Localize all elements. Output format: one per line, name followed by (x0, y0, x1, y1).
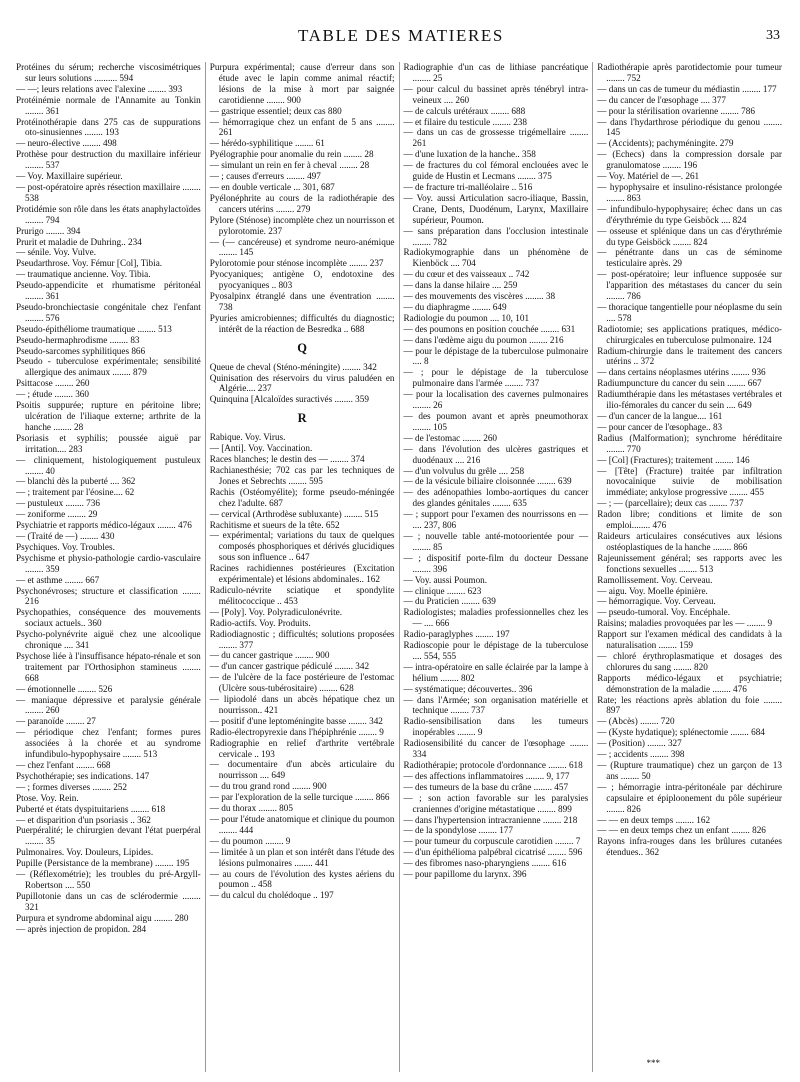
index-entry: Radon libre; conditions et limite de son emploi........ 476 (597, 509, 782, 531)
index-entry: — chez l'enfant ........ 668 (16, 760, 111, 770)
index-entry: — ; dispositif porte-film du docteur Dessane ........ 396 (403, 552, 589, 574)
index-entry: — des mouvements des viscères ........ 38 (403, 291, 556, 302)
index-entry: Psittacose ........ 260 (16, 378, 90, 389)
index-entry: Pylore (Sténose) incomplète chez un nourrisson et pylorotomie. 237 (209, 214, 395, 236)
index-entry: Pseudo-sarcomes syphilitiques 866 (16, 345, 146, 356)
index-entry: Radiothérapie après parotidectomie pour tumeur ........ 752 (597, 62, 782, 83)
index-entry: Radio-électropyrexie dans l'hépiphrénie ........ 9 (209, 726, 384, 737)
index-entry: Pupille (Persistance de la membrane) ........ 195 (16, 858, 190, 869)
index-entry: — dans un cas de grossesse trigémellaire ........ 261 (403, 127, 589, 149)
index-entry: — thoracique tangentielle pour néoplasme du sein .... 578 (597, 301, 782, 323)
index-entry: — clinique ........ 623 (403, 585, 482, 596)
index-entry: — du cancer gastrique ........ 900 (209, 650, 330, 661)
index-entry: — du calcul du cholédoque .. 197 (209, 890, 334, 901)
index-entry: — des fibromes naso-pharyngiens ........ 616 (403, 858, 567, 869)
index-entry: — dans un cas de tumeur du médiastin ........ 177 (597, 83, 777, 94)
index-entry: Radium-chirurgie dans le traitement des cancers utérins .. 372 (597, 345, 782, 367)
index-entry: — hérédo-syphilitique ........ 61 (209, 138, 325, 149)
index-entry: Puberté et états dyspituitariens ........ 618 (16, 803, 166, 814)
index-entry: — et filaire du testicule ........ 238 (403, 116, 527, 127)
index-entry: Psychiques. Voy. Troubles. (16, 541, 115, 552)
index-entry: — de l'ulcère de la face postérieure de l'estomac (Ulcère sous-tubérositaire) ........ 628 (209, 672, 395, 694)
index-entry: — pour papillome du larynx. 396 (403, 869, 527, 880)
index-entry: — Voy. Maxillaire supérieur. (16, 171, 123, 182)
index-entry: — d'une luxation de la hanche.. 358 (403, 149, 536, 160)
index-entry: Prothèse pour destruction du maxillaire inférieur ........ 537 (16, 149, 201, 171)
index-column-3 (399, 62, 593, 1072)
index-entry: Radiographie en relief d'arthrite vertébrale cervicale .. 193 (209, 737, 395, 759)
index-entry: Pyosalpinx étranglé dans une éventration ........ 738 (209, 291, 395, 312)
index-entry: — d'un épithélioma palpébral cicatrisé ........ 596 (403, 847, 583, 858)
index-entry: Pyélographie pour anomalie du rein ........ 28 (209, 149, 374, 160)
index-entry: — dans l'évolution des ulcères gastriques et duodénaux .... 216 (403, 443, 589, 465)
index-entry: Quinisation des réservoirs du virus paludéen en Algérie.... 237 (209, 372, 395, 394)
index-entry: Purpura et syndrome abdominal aigu ........ 280 (16, 912, 189, 923)
index-entry: — traumatique ancienne. Voy. Tibia. (16, 269, 151, 280)
index-entry: — des affections inflammatoires ........ 9, 177 (403, 770, 570, 781)
index-entry: Radiokymographie dans un phénomène de Kienböck .... 704 (403, 247, 589, 269)
index-entry: Protéinémie normale de l'Annamite au Tonkin ........ 361 (16, 94, 201, 116)
index-entry: Protéinothérapie dans 275 cas de suppurations oto-sinusiennes ........ 193 (16, 116, 201, 138)
index-entry: Radius (Malformation); synchrome héréditaire ........ 770 (597, 432, 782, 454)
index-entry: — pour tumeur du corpuscule carotidien ........ 7 (403, 836, 581, 847)
index-entry: — [Poly]. Voy. Polyradiculonévrite. (209, 606, 343, 617)
index-entry: — pseudo-tumoral. Voy. Encéphale. (597, 607, 731, 618)
index-entry: — [Tête] (Fracture) traitée par infiltration novocaïnique suivie de mobilisation immédiate; ankylose progressive ........ 455 (597, 465, 782, 498)
index-entry: — (Kyste hydatique); splénectomie ........ 684 (597, 727, 765, 738)
index-entry: — après injection de propidon. 284 (16, 923, 147, 934)
index-entry: — paranoïde ........ 27 (16, 716, 96, 727)
index-entry: — post-opératoire; leur influence supposée sur l'apparition des métastases du cancer du sein ........ 786 (597, 269, 782, 302)
index-entry: Radiumpuncture du cancer du sein ........ 667 (597, 378, 762, 389)
index-entry: — des tumeurs de la base du crâne ........ 457 (403, 781, 569, 792)
index-entry: — d'un cancer de la langue.... 161 (597, 411, 723, 421)
index-entry: — pour l'étude anatomique et clinique du poumon ........ 444 (209, 814, 395, 835)
index-entry: Rapport sur l'examen médical des candidats à la naturalisation ........ 159 (597, 629, 782, 651)
index-entry: — dans l'Armée; son organisation matérielle et technique ........ 737 (403, 694, 589, 716)
index-entry: Psychisme et physio-pathologie cardio-vasculaire ........ 359 (16, 552, 201, 574)
index-entry: — et disparition d'un psoriasis .. 362 (16, 814, 151, 825)
index-column-1 (16, 62, 205, 1072)
index-entry: — cliniquement, histologiquement pustuleux ........ 40 (16, 454, 201, 476)
index-entry: — du Praticien ........ 639 (403, 596, 496, 607)
index-entry: Prurigo ........ 394 (16, 225, 81, 236)
index-entry: — sans préparation dans l'occlusion intestinale ........ 782 (403, 225, 589, 247)
index-entry: — Voy. aussi Articulation sacro-iliaque, Bassin, Crane, Dents, Duodénum, Larynx, Maxillaire supérieur, Poumon. (403, 192, 589, 225)
index-entry: Racines rachidiennes postérieures (Excitation expérimentale) et lésions abdominales.. 162 (209, 563, 395, 585)
index-entry: Psycho-polynévrite aiguë chez une alcoolique chronique .... 341 (16, 629, 201, 651)
index-entry: Races blanches; le destin des — ........ 374 (209, 454, 365, 465)
index-entry: — [Anti]. Voy. Vaccination. (209, 443, 313, 454)
index-entry: — (Rupture traumatique) chez un garçon de 13 ans ........ 50 (597, 760, 782, 781)
section-letter: Q (297, 340, 307, 355)
index-entry: — de la vésicule biliaire cloisonnée ........ 639 (403, 476, 572, 487)
index-entry: — ; accidents ........ 398 (597, 749, 685, 760)
index-entry: Rabique. Voy. Virus. (209, 432, 286, 443)
index-entry: — (Réflexométrie); les troubles du pré-Argyll-Robertson .... 550 (16, 869, 201, 890)
index-entry: — (Echecs) dans la compression dorsale par granulomatose ........ 196 (597, 149, 782, 171)
index-entry: Pylorotomie pour sténose incomplète ........ 237 (209, 258, 384, 269)
index-entry: Psoitis suppurée; rupture en péritoine libre; ulcération de l'iliaque externe; arthrite de la hanche ........ 28 (16, 400, 201, 432)
index-entry: Rachianesthésie; 702 cas par les techniques de Jones et Sebrechts ........ 595 (209, 465, 395, 486)
index-entry: — ; — (parcellaire); deux cas ........ 737 (597, 498, 744, 509)
index-entry: — aigu. Voy. Moelle épinière. (597, 585, 708, 596)
index-entry: — (Position) ........ 327 (597, 738, 682, 749)
index-entry: Pupillotonie dans un cas de sclérodermie ........ 321 (16, 890, 201, 912)
index-entry: Psychopathies, conséquence des mouvements sociaux actuels.. 360 (16, 607, 201, 629)
index-entry: — (Abcès) ........ 720 (597, 716, 675, 727)
index-entry: Radiologie du poumon .... 10, 101 (403, 312, 530, 323)
index-entry: — dans la danse hilaire .... 259 (403, 280, 518, 291)
page-title: TABLE DES MATIERES (298, 26, 504, 45)
index-entry: — périodique chez l'enfant; formes pures associées à la chorée et au syndrome infundibulo-hypophysaire ........ 513 (16, 727, 201, 760)
index-entry: — (— cancéreuse) et syndrome neuro-anémique ........ 145 (209, 236, 395, 258)
index-entry: — pustuleux ........ 736 (16, 498, 100, 509)
index-entry: — intra-opératoire en salle éclairée par la lampe à hélium ........ 802 (403, 661, 589, 683)
index-entry: — du poumon ........ 9 (209, 835, 291, 846)
index-entry: Rajeunissement général; ses rapports avec les fonctions sexuelles ........ 513 (597, 552, 782, 574)
index-entry: — zoniforme ........ 29 (16, 509, 98, 520)
index-entry: Psoriasis et syphilis; poussée aiguë par irritation.... 283 (16, 432, 201, 454)
index-entry: — du diaphragme ........ 649 (403, 301, 507, 312)
index-entry: — d'un cancer gastrique pédiculé ........ 342 (209, 661, 370, 672)
index-entry: — neuro-élective ........ 498 (16, 138, 117, 149)
index-entry: Pyélonéphrite au cours de la radiothérapie des cancers utérins ........ 279 (209, 192, 395, 214)
index-entry: Psychiatrie et rapports médico-légaux ........ 476 (16, 520, 192, 531)
index-entry: — documentaire d'un abcès articulaire du nourrisson .... 649 (209, 759, 395, 781)
index-entry: — osseuse et splénique dans un cas d'érythrémie du type Geisböck ........ 824 (597, 225, 782, 247)
index-entry: — ; formes diverses ........ 252 (16, 781, 127, 792)
index-entry: Prurit et maladie de Duhring.. 234 (16, 236, 142, 247)
index-entry: — dans l'œdème aigu du poumon ........ 216 (403, 334, 564, 345)
index-entry: — —; leurs relations avec l'alexine ........ 393 (16, 83, 183, 94)
index-entry: Pseudo-hermaphrodisme ........ 83 (16, 334, 140, 345)
index-entry: — ; hémorragie intra-péritonéale par déchirure capsulaire et épiploonement du pôle supérieur ........ 826 (597, 781, 782, 814)
index-entry: — positif d'une leptoméningite basse ........ 342 (209, 715, 383, 726)
index-entry: — ; étude ........ 360 (16, 389, 89, 400)
index-columns (16, 62, 786, 1072)
index-entry: — de fractures du col fémoral enclouées avec le guide de Hustin et Lecmans ........ 375 (403, 160, 589, 182)
index-entry: — [Col] (Fractures); traitement ........ 146 (597, 454, 750, 465)
index-column-2 (205, 62, 399, 1072)
index-entry: Puerpéralité; le chirurgien devant l'état puerpéral ........ 35 (16, 825, 201, 847)
index-entry: Pseudo-bronchiectasie congénitale chez l'enfant ........ 576 (16, 301, 201, 323)
index-entry: Pseudo-épithéliome traumatique ........ 513 (16, 323, 172, 334)
index-entry: Radio-actifs. Voy. Produits. (209, 617, 311, 628)
index-entry: Psychothérapie; ses indications. 147 (16, 770, 150, 781)
index-entry: — en double verticale ... 301, 687 (209, 181, 335, 192)
index-entry: — infundibulo-hypophysaire; échec dans un cas d'érythrémie du type Geisböck .... 824 (597, 203, 782, 225)
section-letter: R (297, 411, 307, 426)
index-entry: — de la spondylose ........ 177 (403, 825, 513, 836)
index-entry: — par l'exploration de la selle turcique ........ 866 (209, 792, 390, 803)
page-number: 33 (766, 28, 780, 43)
index-entry: Protéines du sérum; recherche viscosimétriques sur leurs solutions .......... 594 (16, 62, 201, 83)
index-entry: Pseudo-appendicite et rhumatisme péritonéal ........ 361 (16, 280, 201, 302)
index-entry: Protidémie son rôle dans les états anaphylactoïdes ........ 794 (16, 203, 201, 225)
index-entry: Radiculo-névrite sciatique et spondylite mélitococcique .. 453 (209, 584, 395, 606)
index-entry: — ; causes d'erreurs ........ 497 (209, 171, 321, 182)
index-entry: — blanchi dès la puberté .... 362 (16, 476, 136, 487)
index-entry: — ; nouvelle table anté-motoorientée pour — ........ 85 (403, 530, 589, 552)
index-entry: Radiotomie; ses applications pratiques, médico-chirurgicales en tuberculose pulmonaire. 124 (597, 323, 782, 345)
index-entry: — cervical (Arthrodèse subluxante) ........ 515 (209, 508, 379, 519)
index-entry: Ramollissement. Voy. Cerveau. (597, 574, 713, 585)
index-entry: Radiumthérapie dans les métastases vertébrales et ilio-fémorales du cancer du sein .... 649 (597, 389, 782, 411)
page-header (16, 26, 786, 48)
index-entry: — de fracture tri-malléolaire .. 516 (403, 181, 533, 192)
index-entry: — émotionnelle ........ 526 (16, 683, 113, 694)
index-entry: Psychonévroses; structure et classification ........ 216 (16, 585, 201, 607)
index-column-4 (592, 62, 786, 1072)
index-entry: Pyuries amicrobiennes; difficultés du diagnostic; intérêt de la réaction de Besredka .. 688 (209, 312, 395, 334)
index-entry: Rachitisme et sueurs de la tête. 652 (209, 519, 340, 530)
index-entry: — ; support pour l'examen des nourrissons en — .... 237, 806 (403, 509, 589, 531)
index-entry: — ; son action favorable sur les paralysies craniennes d'origine métastatique ........ 899 (403, 792, 589, 814)
index-entry: — pénétrante dans un cas de séminome testiculaire après. 29 (597, 247, 782, 269)
index-entry: — sénile. Voy. Vulve. (16, 247, 97, 258)
index-entry: — ; pour le dépistage de la tuberculose pulmonaire dans l'armée ........ 737 (403, 367, 589, 389)
index-entry: — des poumon avant et après pneumothorax ........ 105 (403, 411, 589, 432)
index-entry: — du trou grand rond ........ 900 (209, 781, 327, 792)
index-entry: Raideurs articulaires consécutives aux lésions ostéoplastiques de la hanche ........ 866 (597, 530, 782, 552)
index-entry: — Voy. Matériel de —. 261 (597, 171, 700, 182)
index-entry: — dans certains néoplasmes utérins ........ 936 (597, 367, 766, 378)
index-entry: — maniaque dépressive et paralysie générale ........ 260 (16, 694, 201, 716)
index-entry: — (Traité de —) ........ 430 (16, 530, 115, 541)
index-entry: — pour cancer de l'œsophage.. 83 (597, 421, 723, 432)
index-entry: — systématique; découvertes.. 396 (403, 683, 533, 694)
index-entry: Queue de cheval (Sténo-méningite) ........ 342 (209, 361, 377, 372)
index-entry: — expérimental; variations du taux de quelques composés phosphoriques et dérivés glucidiques sous son influence .. 647 (209, 530, 395, 563)
index-entry: — de l'estomac ........ 260 (403, 432, 498, 443)
index-entry: — d'un volvulus du grêle .... 258 (403, 465, 525, 476)
index-entry: — dans l'hypertension intracranienne ........ 218 (403, 814, 578, 825)
index-entry: — hémorragique chez un enfant de 5 ans ........ 261 (209, 116, 395, 138)
index-entry: — — en deux temps ........ 162 (597, 814, 711, 825)
index-entry: — dans l'hydarthrose périodique du genou ........ 145 (597, 116, 782, 138)
index-entry: — post-opératoire après résection maxillaire ........ 538 (16, 181, 201, 203)
index-entry: Pseudarthrose. Voy. Fémur [Col], Tibia. (16, 258, 163, 269)
index-entry: — des poumons en position couchée ........ 631 (403, 323, 576, 334)
index-entry: — pour la stérilisation ovarienne ........ 786 (597, 105, 755, 116)
index-entry: — — en deux temps chez un enfant ........ 826 (597, 825, 766, 836)
index-entry: — hémorragique. Voy. Cerveau. (597, 596, 716, 607)
index-entry: Rapports médico-légaux et psychiatrie; démonstration de la maladie ........ 476 (597, 672, 782, 694)
index-entry: Radiothérapie; protocole d'ordonnance ........ 618 (403, 760, 583, 770)
index-entry: Radio-paraglyphes ........ 197 (403, 629, 510, 640)
index-entry: Pyocyaniques; antigène O, endotoxine des pyocyaniques .. 803 (209, 269, 395, 291)
index-entry: — et asthme ........ 667 (16, 574, 100, 585)
index-entry: Rate; les réactions après ablation du foie ........ 897 (597, 694, 782, 716)
index-entry: Radiosensibilité du cancer de l'œsophage ........ 334 (403, 738, 589, 760)
index-entry: Psychose liée à l'insuffisance hépato-rénale et son traitement par l'Orthosiphon stamineus ........ 668 (16, 650, 201, 683)
index-entry: — pour la localisation des cavernes pulmonaires ........ 26 (403, 389, 589, 411)
index-entry: — lipiodolé dans un abcès hépatique chez un nourrisson.. 421 (209, 694, 395, 715)
index-entry: Quinquina [Alcaloïdes suractivés ........ 359 (209, 394, 369, 405)
index-entry: — du cancer de l'œsophage .... 377 (597, 94, 726, 105)
index-entry: Rachis (Ostéomyélite); forme pseudo-méningée chez l'adulte. 687 (209, 486, 395, 508)
index-entry: — des adénopathies lombo-aortiques du cancer des glandes génitales ........ 635 (403, 487, 589, 509)
index-entry: — de calculs urétéraux ........ 688 (403, 105, 526, 116)
index-entry: — simulant un rein en fer à cheval ........ 28 (209, 160, 370, 171)
index-entry: Pseudo - tuberculose expérimentale; sensibilité allergique des animaux ........ 879 (16, 356, 201, 378)
index-entry: Radioscopie pour le dépistage de la tuberculose .... 554, 555 (403, 640, 589, 661)
index-entry: — (Accidents); pachyméningite. 279 (597, 138, 734, 149)
index-entry: — pour calcul du bassinet après ténébryl intra-veineux .... 260 (403, 83, 589, 105)
index-entry: — limitée à un plan et son intérêt dans l'étude des lésions pulmonaires ........ 441 (209, 846, 395, 868)
index-entry: Radiodiagnostic ; difficultés; solutions proposées ........ 377 (209, 628, 395, 650)
footer-mark: *** (646, 1058, 660, 1068)
index-entry: — hypophysaire et insulino-résistance prolongée ........ 863 (597, 181, 782, 203)
index-entry: — ; traitement par l'éosine.... 62 (16, 487, 135, 498)
index-entry: Radiographie d'un cas de lithiase pancréatique ........ 25 (403, 62, 589, 83)
index-entry: — du thorax ........ 805 (209, 803, 293, 814)
index-entry: Purpura expérimental; cause d'erreur dans son étude avec le lapin comme animal réactif; lésions de la mise à mort par saignée carotidienne ........ 900 (209, 62, 395, 105)
index-entry: Pulmonaires. Voy. Douleurs, Lipides. (16, 847, 154, 858)
index-entry: — gastrique essentiel; deux cas 880 (209, 105, 342, 116)
index-entry: Rayons infra-rouges dans les brûlures cutanées étendues.. 362 (597, 836, 782, 858)
index-entry: — pour le dépistage de la tuberculose pulmonaire .... 8 (403, 345, 589, 367)
index-entry: Raisins; maladies provoquées par les — ........ 9 (597, 618, 773, 629)
index-entry: — au cours de l'évolution des kystes aériens du poumon .. 458 (209, 868, 395, 890)
index-entry: Ptose. Voy. Rein. (16, 792, 79, 803)
index-entry: — Voy. aussi Poumon. (403, 574, 488, 585)
index-entry: — du cœur et des vaisseaux .. 742 (403, 269, 530, 280)
index-entry: — chloré érythroplasmatique et dosages des chlorures du sang ........ 820 (597, 650, 782, 672)
index-entry: Radiologistes; maladies professionnelles chez les — .... 666 (403, 607, 589, 629)
index-entry: Radio-sensibilisation dans les tumeurs inopérables ........ 9 (403, 716, 589, 738)
